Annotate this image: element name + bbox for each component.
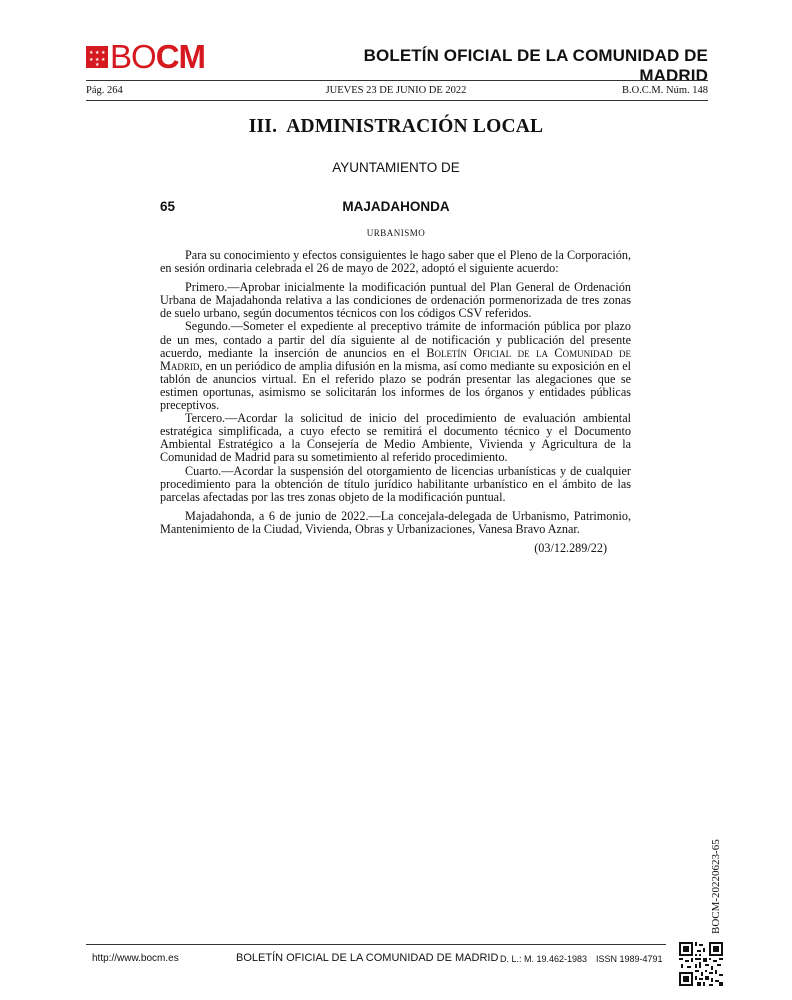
announcement-number: 65: [160, 199, 176, 214]
announcement-body: [160, 249, 631, 536]
reference-code: (03/12.289/22): [534, 541, 607, 555]
intro-paragraph: Para su conocimiento y efectos consiguientes le hago saber que el Pleno de la Corporación, en sesión ordinaria celebrada el 26 de mayo de 2022, adoptó el siguiente acuerdo:: [160, 248, 631, 276]
bocm-side-code: BOCM-20220623-65: [710, 839, 722, 934]
municipality-name: MAJADAHONDA: [342, 199, 450, 214]
subheader-rule: [86, 100, 708, 101]
page-number: Pág. 264: [86, 85, 123, 96]
logo-text-bo: BO: [110, 38, 156, 75]
footer-rule: [86, 944, 666, 945]
bocm-logo: [86, 38, 206, 75]
issn: ISSN 1989-4791: [596, 954, 663, 964]
issue-number: B.O.C.M. Núm. 148: [621, 85, 708, 96]
entity-label: AYUNTAMIENTO DE: [332, 160, 460, 175]
header-rule: [86, 80, 708, 81]
gazette-name-smallcaps: Boletín Oficial de la Comunidad de Madrid: [160, 345, 631, 373]
legal-deposit: D. L.: M. 19.462-1983: [500, 954, 588, 964]
signature-paragraph: Majadahonda, a 6 de junio de 2022.—La concejala-delegada de Urbanismo, Patrimonio, Mantenimiento de la Ciudad, Vivienda, Obras y Urbanizaciones, Vanesa Bravo Aznar.: [160, 508, 631, 536]
qr-code-icon: [679, 942, 723, 986]
paragraph-primero: Primero.—Aprobar inicialmente la modificación puntual del Plan General de Ordenación Urbana de Majadahonda relativa a las condiciones de ordenación pormenorizada de tres zonas de suelo urbano, según documentos técnicos con los códigos CSV referidos.: [160, 280, 631, 321]
gazette-title: BOLETÍN OFICIAL DE LA COMUNIDAD DE MADRID: [363, 46, 708, 85]
footer-title: BOLETÍN OFICIAL DE LA COMUNIDAD DE MADRID: [236, 952, 499, 964]
paragraph-segundo: Segundo.—Someter el expediente al preceptivo trámite de información pública por plazo de un mes, contado a partir del día siguiente al de notificación y publicación del presente acuerdo, mediante la inserción de anuncios en el Boletín Oficial de la Comunidad de Madrid, en un periódico de amplia difusión en la misma, así como mediante su exposición en el tablón de anuncios virtual. En el referido plazo se podrán presentar las alegaciones que se estimen oportunas, asimismo se solicitarán los informes de los órganos y entidades públicas preceptivos.: [160, 319, 631, 413]
department-label: URBANISMO: [366, 228, 426, 238]
issue-date: JUEVES 23 DE JUNIO DE 2022: [325, 85, 467, 96]
paragraph-tercero: Tercero.—Acordar la solicitud de inicio del procedimiento de evaluación ambiental estratégica simplificada, a cuyo efecto se remitirá el documento técnico y el Documento Ambiental Estratégico a la Consejería de Medio Ambiente, Vivienda y Agricultura de la Comunidad de Madrid para su sometimiento al referido procedimiento.: [160, 411, 631, 465]
section-title: III. ADMINISTRACIÓN LOCAL: [248, 116, 544, 137]
madrid-stars-icon: ★ ★ ★ ★ ★ ★ ★: [86, 46, 108, 68]
paragraph-cuarto: Cuarto.—Acordar la suspensión del otorgamiento de licencias urbanísticas y de cualquier procedimiento para la obtención de título jurídico habilitante urbanístico en el ámbito de las parcelas afectadas por las tres zonas objeto de la modificación puntual.: [160, 463, 631, 504]
footer-url-link[interactable]: http://www.bocm.es: [92, 953, 179, 964]
logo-text-cm: CM: [155, 38, 206, 75]
